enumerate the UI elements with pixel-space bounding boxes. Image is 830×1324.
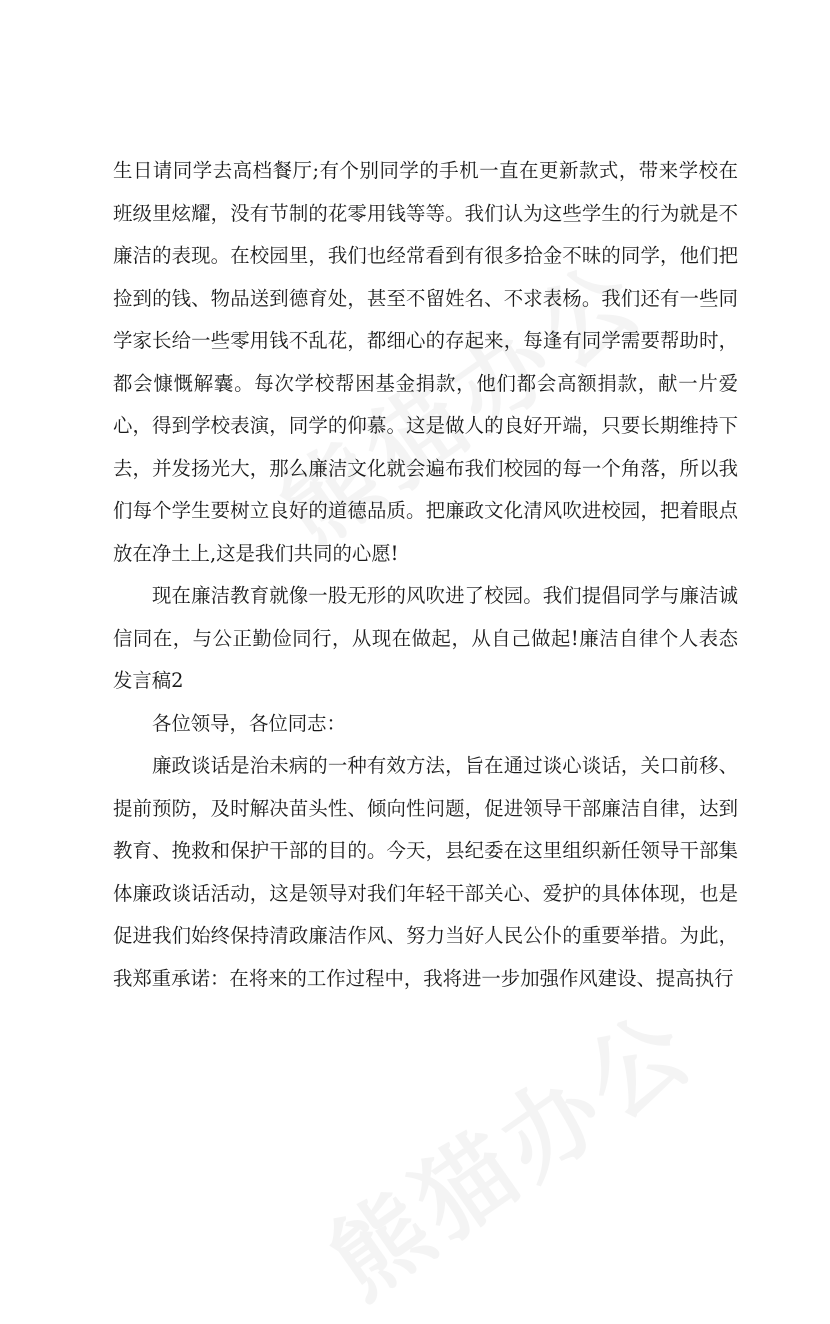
document-body <box>113 150 738 1000</box>
paragraph-continuation: 生日请同学去高档餐厅;有个别同学的手机一直在更新款式，带来学校在班级里炫耀，没有节制的花零用钱等等。我们认为这些学生的行为就是不廉洁的表现。在校园里，我们也经常看到有很多拾金不昧的同学，他们把捡到的钱、物品送到德育处，甚至不留姓名、不求表杨。我们还有一些同学家长给一些零用钱不乱花，都细心的存起来，每逢有同学需要帮助时，都会慷慨解囊。每次学校帮困基金捐款，他们都会高额捐款，献一片爱心，得到学校表演，同学的仰慕。这是做人的良好开端，只要长期维持下去，并发扬光大，那么廉洁文化就会遍布我们校园的每一个角落，所以我们每个学生要树立良好的道德品质。把廉政文化清风吹进校园，把着眼点放在净土上,这是我们共同的心愿! <box>113 159 738 565</box>
paragraph-statement: 廉政谈话是治未病的一种有效方法，旨在通过谈心谈话，关口前移、提前预防，及时解决苗头性、倾向性问题，促进领导干部廉洁自律，达到教育、挽救和保护干部的目的。今天，县纪委在这里组织新任领导干部集体廉政谈话活动，这是领导对我们年轻干部关心、爱护的具体体现，也是促进我们始终保持清政廉洁作风、努力当好人民公仆的重要举措。为此，我郑重承诺：在将来的工作过程中，我将进一步加强作风建设、提高执行 <box>113 754 738 990</box>
paragraph-closing: 现在廉洁教育就像一股无形的风吹进了校园。我们提倡同学与廉洁诚信同在，与公正勤俭同行，从现在做起，从自己做起!廉洁自律个人表态发言稿2 <box>113 584 738 692</box>
watermark <box>298 973 717 1324</box>
paragraph-salutation: 各位领导，各位同志： <box>152 711 346 735</box>
